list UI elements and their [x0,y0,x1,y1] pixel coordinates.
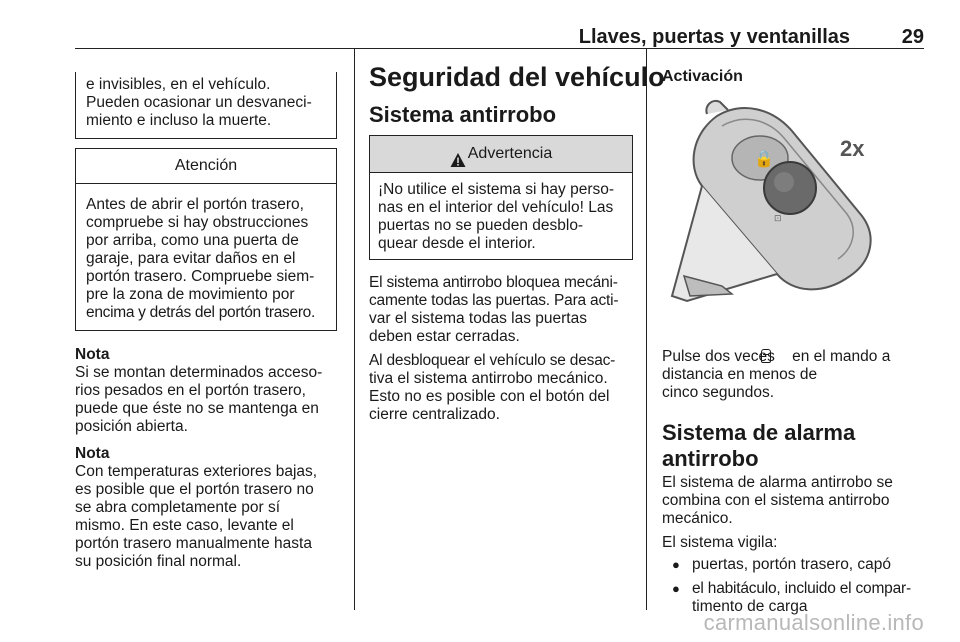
column-3 [662,68,930,616]
note-line: se abra completamente por sí [75,499,281,516]
alarm-section-title [662,420,930,472]
alarm-title-line: antirrobo [662,446,759,471]
attention-title: Atención [174,157,238,174]
paragraph-line: camente todas las puertas. Para acti- [369,292,619,309]
attention-line: portón trasero. Compruebe siem- [86,268,315,285]
list-item-line: ● el habitáculo, incluido el compar- [692,580,911,597]
note-line: rios pesados en el portón trasero, [75,382,306,399]
warning-line: quear desde el interior. [378,235,536,252]
column-1 [75,72,337,571]
column-divider-2 [646,48,647,610]
note-1 [75,346,337,436]
warning-triangle-icon [450,146,466,162]
attention-line: encima y detrás del portón trasero. [86,304,316,321]
alarm-title-line: Sistema de alarma [662,420,856,445]
warning-line: puertas no se pueden desblo- [378,217,584,234]
attention-line: Antes de abrir el portón trasero, [86,196,304,213]
warning-line: e invisibles, en el vehículo. [86,76,271,93]
note-line: su posición final normal. [75,553,242,570]
activation-text [662,348,930,402]
subsection-title: Sistema antirrobo [369,102,557,127]
warning-header [370,136,632,173]
list-item-line: puertas, portón trasero, capó [692,556,892,573]
attention-line: por arriba, como una puerta de [86,232,299,249]
alarm-line: mecánico. [662,510,733,527]
note-line: Si se montan determinados acceso- [75,364,323,381]
warning-line: nas en el interior del vehículo! Las [378,199,614,216]
list-item [662,556,930,574]
column-2 [369,62,665,424]
activation-line: distancia en menos de [662,366,818,383]
activation-title: Activación [662,68,743,85]
watermark: carmanualsonline.info [703,610,924,635]
warning-line: miento e incluso la muerte. [86,112,272,129]
header-title: Llaves, puertas y ventanillas [578,26,850,48]
attention-box [75,148,337,331]
attention-line: pre la zona de movimiento por [86,286,295,303]
paragraph-line: El sistema antirrobo bloquea mecáni- [369,274,618,291]
paragraph-line: Al desbloquear el vehículo se desac- [369,352,616,369]
tailgate-button-icon [761,349,771,363]
note-line: puede que éste no se mantenga en [75,400,319,417]
warning-body [370,173,632,259]
section-title: Seguridad del vehículo [369,62,665,92]
paragraph-line: deben estar cerradas. [369,328,520,345]
paragraph-line: Esto no es posible con el botón del [369,388,610,405]
alarm-paragraph [662,474,930,528]
column-divider-1 [354,48,355,610]
activation-line [662,348,930,366]
attention-body [76,184,336,330]
warning-line: Pueden ocasionar un desvaneci- [86,94,312,111]
activation-line: cinco segundos. [662,384,775,401]
note-2 [75,445,337,571]
monitor-list [662,556,930,616]
note-title: Nota [75,445,110,462]
svg-text:🔒: 🔒 [754,149,774,168]
warning-box [369,135,633,260]
page-number: 29 [901,26,924,48]
paragraph-line: cierre centralizado. [369,406,500,423]
paragraph-line: var el sistema todas las puertas [369,310,587,327]
note-line: portón trasero manualmente hasta [75,535,312,552]
note-line: es posible que el portón trasero no [75,481,314,498]
paragraph-line: tiva el sistema antirrobo mecánico. [369,370,608,387]
paragraph-2 [369,352,633,424]
paragraph-1 [369,274,633,346]
key-fob-icon [662,96,926,306]
note-line: posición abierta. [75,418,188,435]
attention-line: garaje, para evitar daños en el [86,250,296,267]
attention-line: compruebe si hay obstrucciones [86,214,309,231]
note-line: Con temperaturas exteriores bajas, [75,463,318,480]
note-title: Nota [75,346,110,363]
alarm-line: El sistema de alarma antirrobo se [662,474,893,491]
svg-text:⊡: ⊡ [774,214,782,224]
monitor-intro: El sistema vigila: [662,534,778,551]
warning-line: ¡No utilice el sistema si hay perso- [378,181,615,198]
key-fob-illustration [662,96,926,306]
activation-line-text: Pulse dos veces en el mando a [662,348,891,365]
alarm-line: combina con el sistema antirrobo [662,492,890,509]
list-item-line: timento de carga [692,598,808,615]
warning-continuation-box [75,72,337,139]
attention-header [76,149,336,184]
note-line: mismo. En este caso, levante el [75,517,294,534]
header-rule [75,48,924,49]
press-count-label: 2x [840,136,865,161]
warning-title: Advertencia [467,145,553,162]
